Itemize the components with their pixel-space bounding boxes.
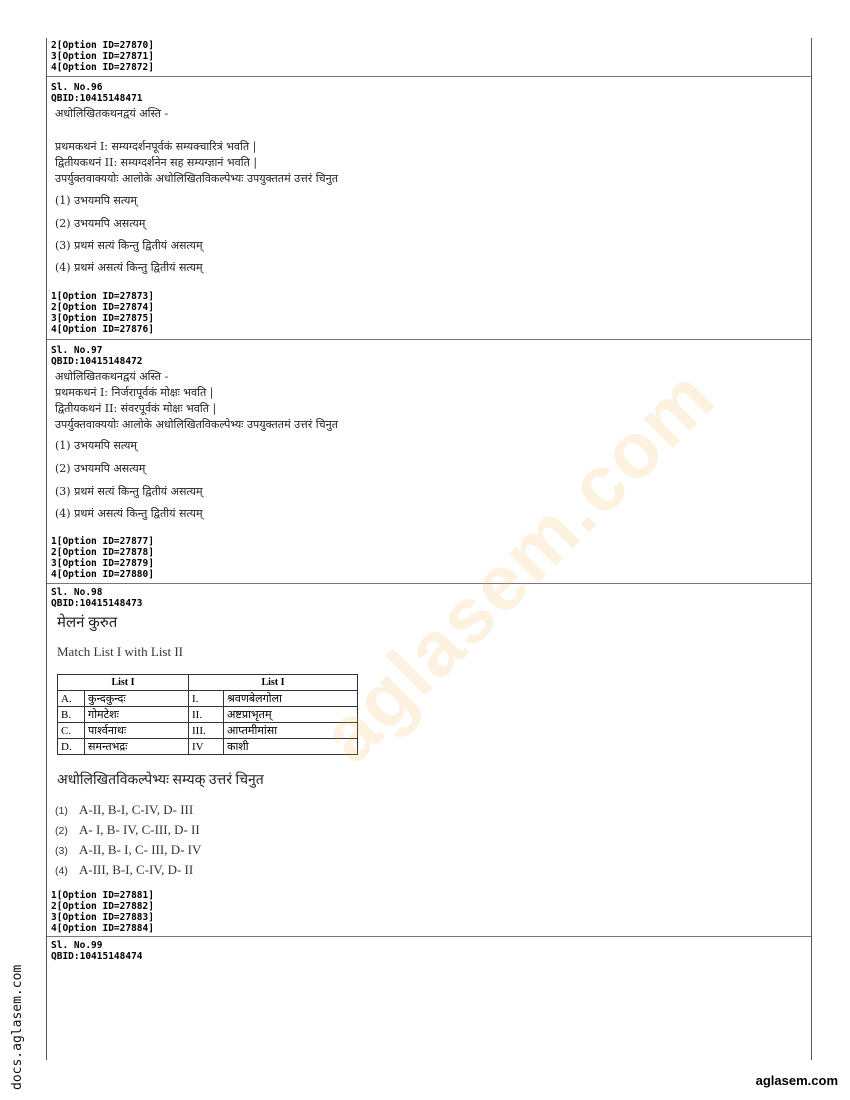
question-intro: अधोलिखितकथनद्वयं अस्ति - xyxy=(55,370,169,383)
option-id: 1[Option ID=27877] xyxy=(51,536,154,547)
option-text: A-II, B- I, C- III, D- IV xyxy=(79,842,202,857)
answer-option: (1) उभयमपि सत्यम् xyxy=(55,194,137,207)
option-id: 3[Option ID=27875] xyxy=(51,313,154,324)
option-id: 3[Option ID=27883] xyxy=(51,912,154,923)
table-row xyxy=(58,739,358,755)
list-2-item: श्रवणबेलगोला xyxy=(224,691,358,707)
option-number: (1) xyxy=(55,805,68,817)
row-label: C. xyxy=(58,723,85,739)
option-id: 1[Option ID=27873] xyxy=(51,291,154,302)
list-2-item: आप्तमीमांसा xyxy=(224,723,358,739)
list-1-item: पार्श्वनाथः xyxy=(85,723,189,739)
answer-option xyxy=(55,822,200,838)
statement-1: प्रथमकथनं I: सम्यग्दर्शनपूर्वकं सम्यक्चारित्रं भवति | xyxy=(55,140,257,153)
statement-1: प्रथमकथनं I: निर्जरापूर्वकं मोक्षः भवति | xyxy=(55,386,214,399)
option-id: 3[Option ID=27871] xyxy=(51,51,154,62)
row-numeral: I. xyxy=(189,691,224,707)
question-instruction: उपर्युक्तवाक्ययोः आलोके अधोलिखितविकल्पेभ्यः उपयुक्ततमं उत्तरं चिनुत xyxy=(55,172,338,185)
serial-number: Sl. No.99 xyxy=(51,940,103,951)
answer-option: (4) प्रथमं असत्यं किन्तु द्वितीयं सत्यम् xyxy=(55,507,203,520)
answer-option: (3) प्रथमं सत्यं किन्तु द्वितीयं असत्यम् xyxy=(55,239,203,252)
list-2-item: अष्टप्राभृतम् xyxy=(224,707,358,723)
option-id: 2[Option ID=27870] xyxy=(51,40,154,51)
match-table xyxy=(57,674,358,755)
option-text: A-III, B-I, C-IV, D- II xyxy=(79,862,194,877)
row-numeral: III. xyxy=(189,723,224,739)
answer-option: (4) प्रथमं असत्यं किन्तु द्वितीयं सत्यम् xyxy=(55,261,203,274)
answer-option: (2) उभयमपि असत्यम् xyxy=(55,217,146,230)
option-id: 4[Option ID=27880] xyxy=(51,569,154,580)
option-id: 2[Option ID=27878] xyxy=(51,547,154,558)
table-row xyxy=(58,723,358,739)
row-label: B. xyxy=(58,707,85,723)
option-id-list xyxy=(51,536,154,580)
question-subtitle: Match List I with List II xyxy=(57,644,184,659)
answer-option: (1) उभयमपि सत्यम् xyxy=(55,439,137,452)
row-numeral: IV xyxy=(189,739,224,755)
option-id: 4[Option ID=27884] xyxy=(51,923,154,934)
answer-option: (2) उभयमपि असत्यम् xyxy=(55,462,146,475)
serial-number: Sl. No.97 xyxy=(51,345,103,356)
serial-number: Sl. No.98 xyxy=(51,587,103,598)
question-instruction: उपर्युक्तवाक्ययोः आलोके अधोलिखितविकल्पेभ्यः उपयुक्ततमं उत्तरं चिनुत xyxy=(55,418,338,431)
list-1-item: गोमटेशः xyxy=(85,707,189,723)
list-2-item: काशी xyxy=(224,739,358,755)
qbid: QBID:10415148473 xyxy=(51,598,143,609)
table-row xyxy=(58,707,358,723)
question-intro: अधोलिखितकथनद्वयं अस्ति - xyxy=(55,107,169,120)
list-1-item: कुन्दकुन्दः xyxy=(85,691,189,707)
brand-link[interactable]: aglasem.com xyxy=(755,1073,838,1088)
answer-option xyxy=(55,802,193,818)
table-row xyxy=(58,691,358,707)
list-1-header: List I xyxy=(58,675,189,691)
watermark: aglasem.com xyxy=(304,351,732,779)
qbid: QBID:10415148472 xyxy=(51,356,143,367)
row-label: A. xyxy=(58,691,85,707)
option-id: 2[Option ID=27874] xyxy=(51,302,154,313)
statement-2: द्वितीयकथनं II: संवरपूर्वकं मोक्षः भवति | xyxy=(55,402,217,415)
list-1-item: समन्तभद्रः xyxy=(85,739,189,755)
option-id: 3[Option ID=27879] xyxy=(51,558,154,569)
option-id-list xyxy=(51,890,154,934)
question-title: मेलनं कुरुत xyxy=(57,615,118,631)
statement-2: द्वितीयकथनं II: सम्यग्दर्शनेन सह सम्यग्ज्ञानं भवति | xyxy=(55,156,258,169)
side-url: docs.aglasem.com xyxy=(10,964,25,1090)
answer-option xyxy=(55,862,193,878)
row-label: D. xyxy=(58,739,85,755)
question-instruction: अधोलिखितविकल्पेभ्यः सम्यक् उत्तरं चिनुत xyxy=(57,773,264,788)
question-97 xyxy=(47,339,811,583)
option-id: 4[Option ID=27872] xyxy=(51,62,154,73)
serial-number: Sl. No.96 xyxy=(51,82,103,93)
qbid: QBID:10415148474 xyxy=(51,951,143,962)
page-frame xyxy=(46,38,812,1060)
question-99 xyxy=(47,936,811,1057)
question-96 xyxy=(47,76,811,339)
list-2-header: List I xyxy=(189,675,358,691)
answer-option xyxy=(55,842,201,858)
option-id: 4[Option ID=27876] xyxy=(51,324,154,335)
qbid: QBID:10415148471 xyxy=(51,93,143,104)
match-table-wrap xyxy=(57,674,358,755)
option-number: (3) xyxy=(55,845,68,857)
prev-question-options xyxy=(51,40,154,73)
answer-option: (3) प्रथमं सत्यं किन्तु द्वितीयं असत्यम् xyxy=(55,485,203,498)
option-text: A- I, B- IV, C-III, D- II xyxy=(79,822,200,837)
option-id: 2[Option ID=27882] xyxy=(51,901,154,912)
option-id: 1[Option ID=27881] xyxy=(51,890,154,901)
question-98 xyxy=(47,583,811,936)
option-text: A-II, B-I, C-IV, D- III xyxy=(79,802,194,817)
option-number: (2) xyxy=(55,825,68,837)
option-number: (4) xyxy=(55,865,68,877)
option-id-list xyxy=(51,291,154,335)
row-numeral: II. xyxy=(189,707,224,723)
